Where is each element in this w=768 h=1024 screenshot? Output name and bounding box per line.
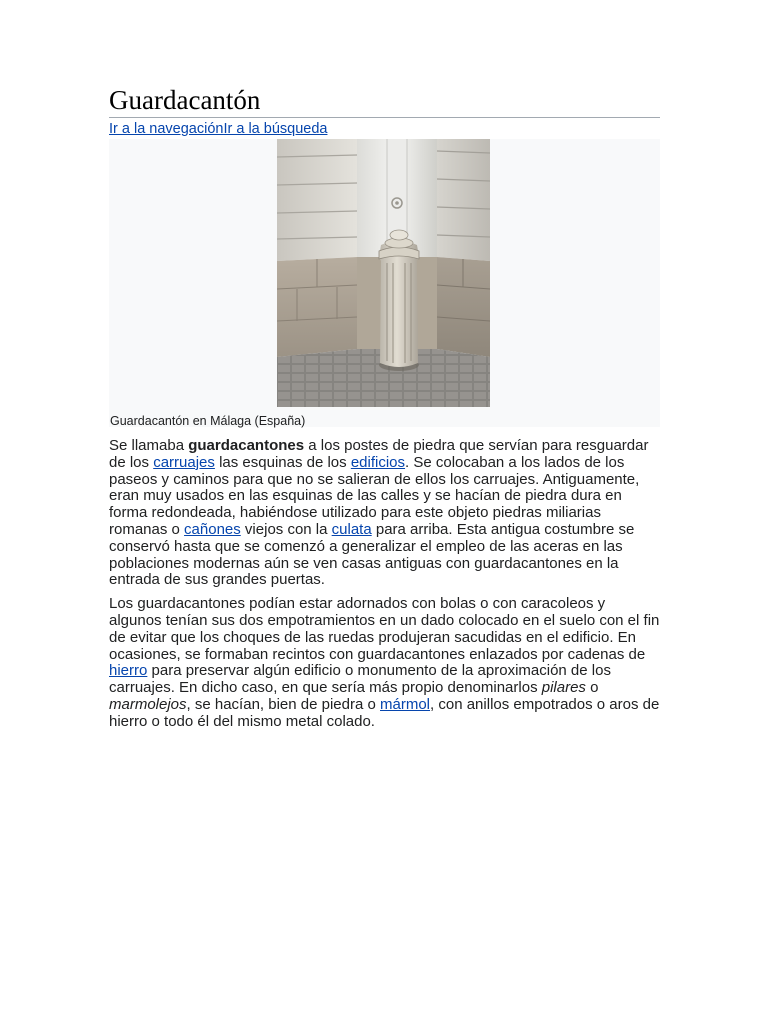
link-carruajes[interactable]: carruajes xyxy=(153,453,215,471)
paragraph-1 xyxy=(109,438,660,589)
text-run: para preservar algún edificio o monumento de la aproximación de los carruajes. En dicho caso, en que sería más propio denominarlos xyxy=(109,662,611,697)
text-run: las esquinas de los xyxy=(214,453,351,471)
page-title: Guardacantón xyxy=(109,84,660,118)
text-run: . Se colocaban a los lados de los paseos y caminos para que no se salieran de ellos los carruajes. Antiguamente, eran muy usados en las esquinas de las calles y se hacían de piedra dura en forma redondeada, habiéndose utilizado para este objeto piedras miliarias romanas o xyxy=(109,453,640,538)
text-run: o xyxy=(585,679,599,697)
photo-guardacanton[interactable] xyxy=(277,139,490,407)
text-run: , se hacían, bien de piedra o xyxy=(186,695,381,713)
jump-to-search-link[interactable]: Ir a la búsqueda xyxy=(223,121,328,137)
text-run: viejos con la xyxy=(240,520,332,538)
term-italic: marmolejos xyxy=(109,695,187,713)
link-canones[interactable]: cañones xyxy=(184,520,241,538)
figure-caption: Guardacantón en Málaga (España) xyxy=(110,414,306,428)
jump-to-navigation-link[interactable]: Ir a la navegación xyxy=(109,121,224,137)
article xyxy=(109,84,660,731)
text-run: para arriba. Esta antigua costumbre se conservó hasta que se comenzó a generalizar el empleo de las aceras en las poblaciones modernas aún se ven casas antiguas con guardacantones en la entrada de sus grandes puertas. xyxy=(109,520,635,589)
link-edificios[interactable]: edificios xyxy=(350,453,406,471)
term-italic: pilares xyxy=(541,679,586,697)
link-hierro[interactable]: hierro xyxy=(109,662,148,680)
text-run: a los postes de piedra que servían para resguardar de los xyxy=(109,437,649,471)
text-run: Se llamaba xyxy=(109,437,189,454)
figure xyxy=(109,139,660,427)
text-run: Los guardacantones podían estar adornados con bolas o con caracoleos y algunos tenían sus dos empotramientos en un dado colocado en el suelo con el fin de evitar que los choques de las ruedas produjeran sacudidas en el edificio. En ocasiones, se formaban recintos con guardacantones enlazados por cadenas de xyxy=(109,595,660,663)
link-culata[interactable]: culata xyxy=(331,520,372,538)
jump-links xyxy=(109,120,660,138)
text-run: , con anillos empotrados o aros de hierro o todo él del mismo metal colado. xyxy=(109,695,660,730)
term-bold: guardacantones xyxy=(188,437,305,454)
paragraph-2 xyxy=(109,596,660,730)
photo-guardacanton-image xyxy=(277,139,490,407)
link-marmol[interactable]: mármol xyxy=(380,695,431,713)
